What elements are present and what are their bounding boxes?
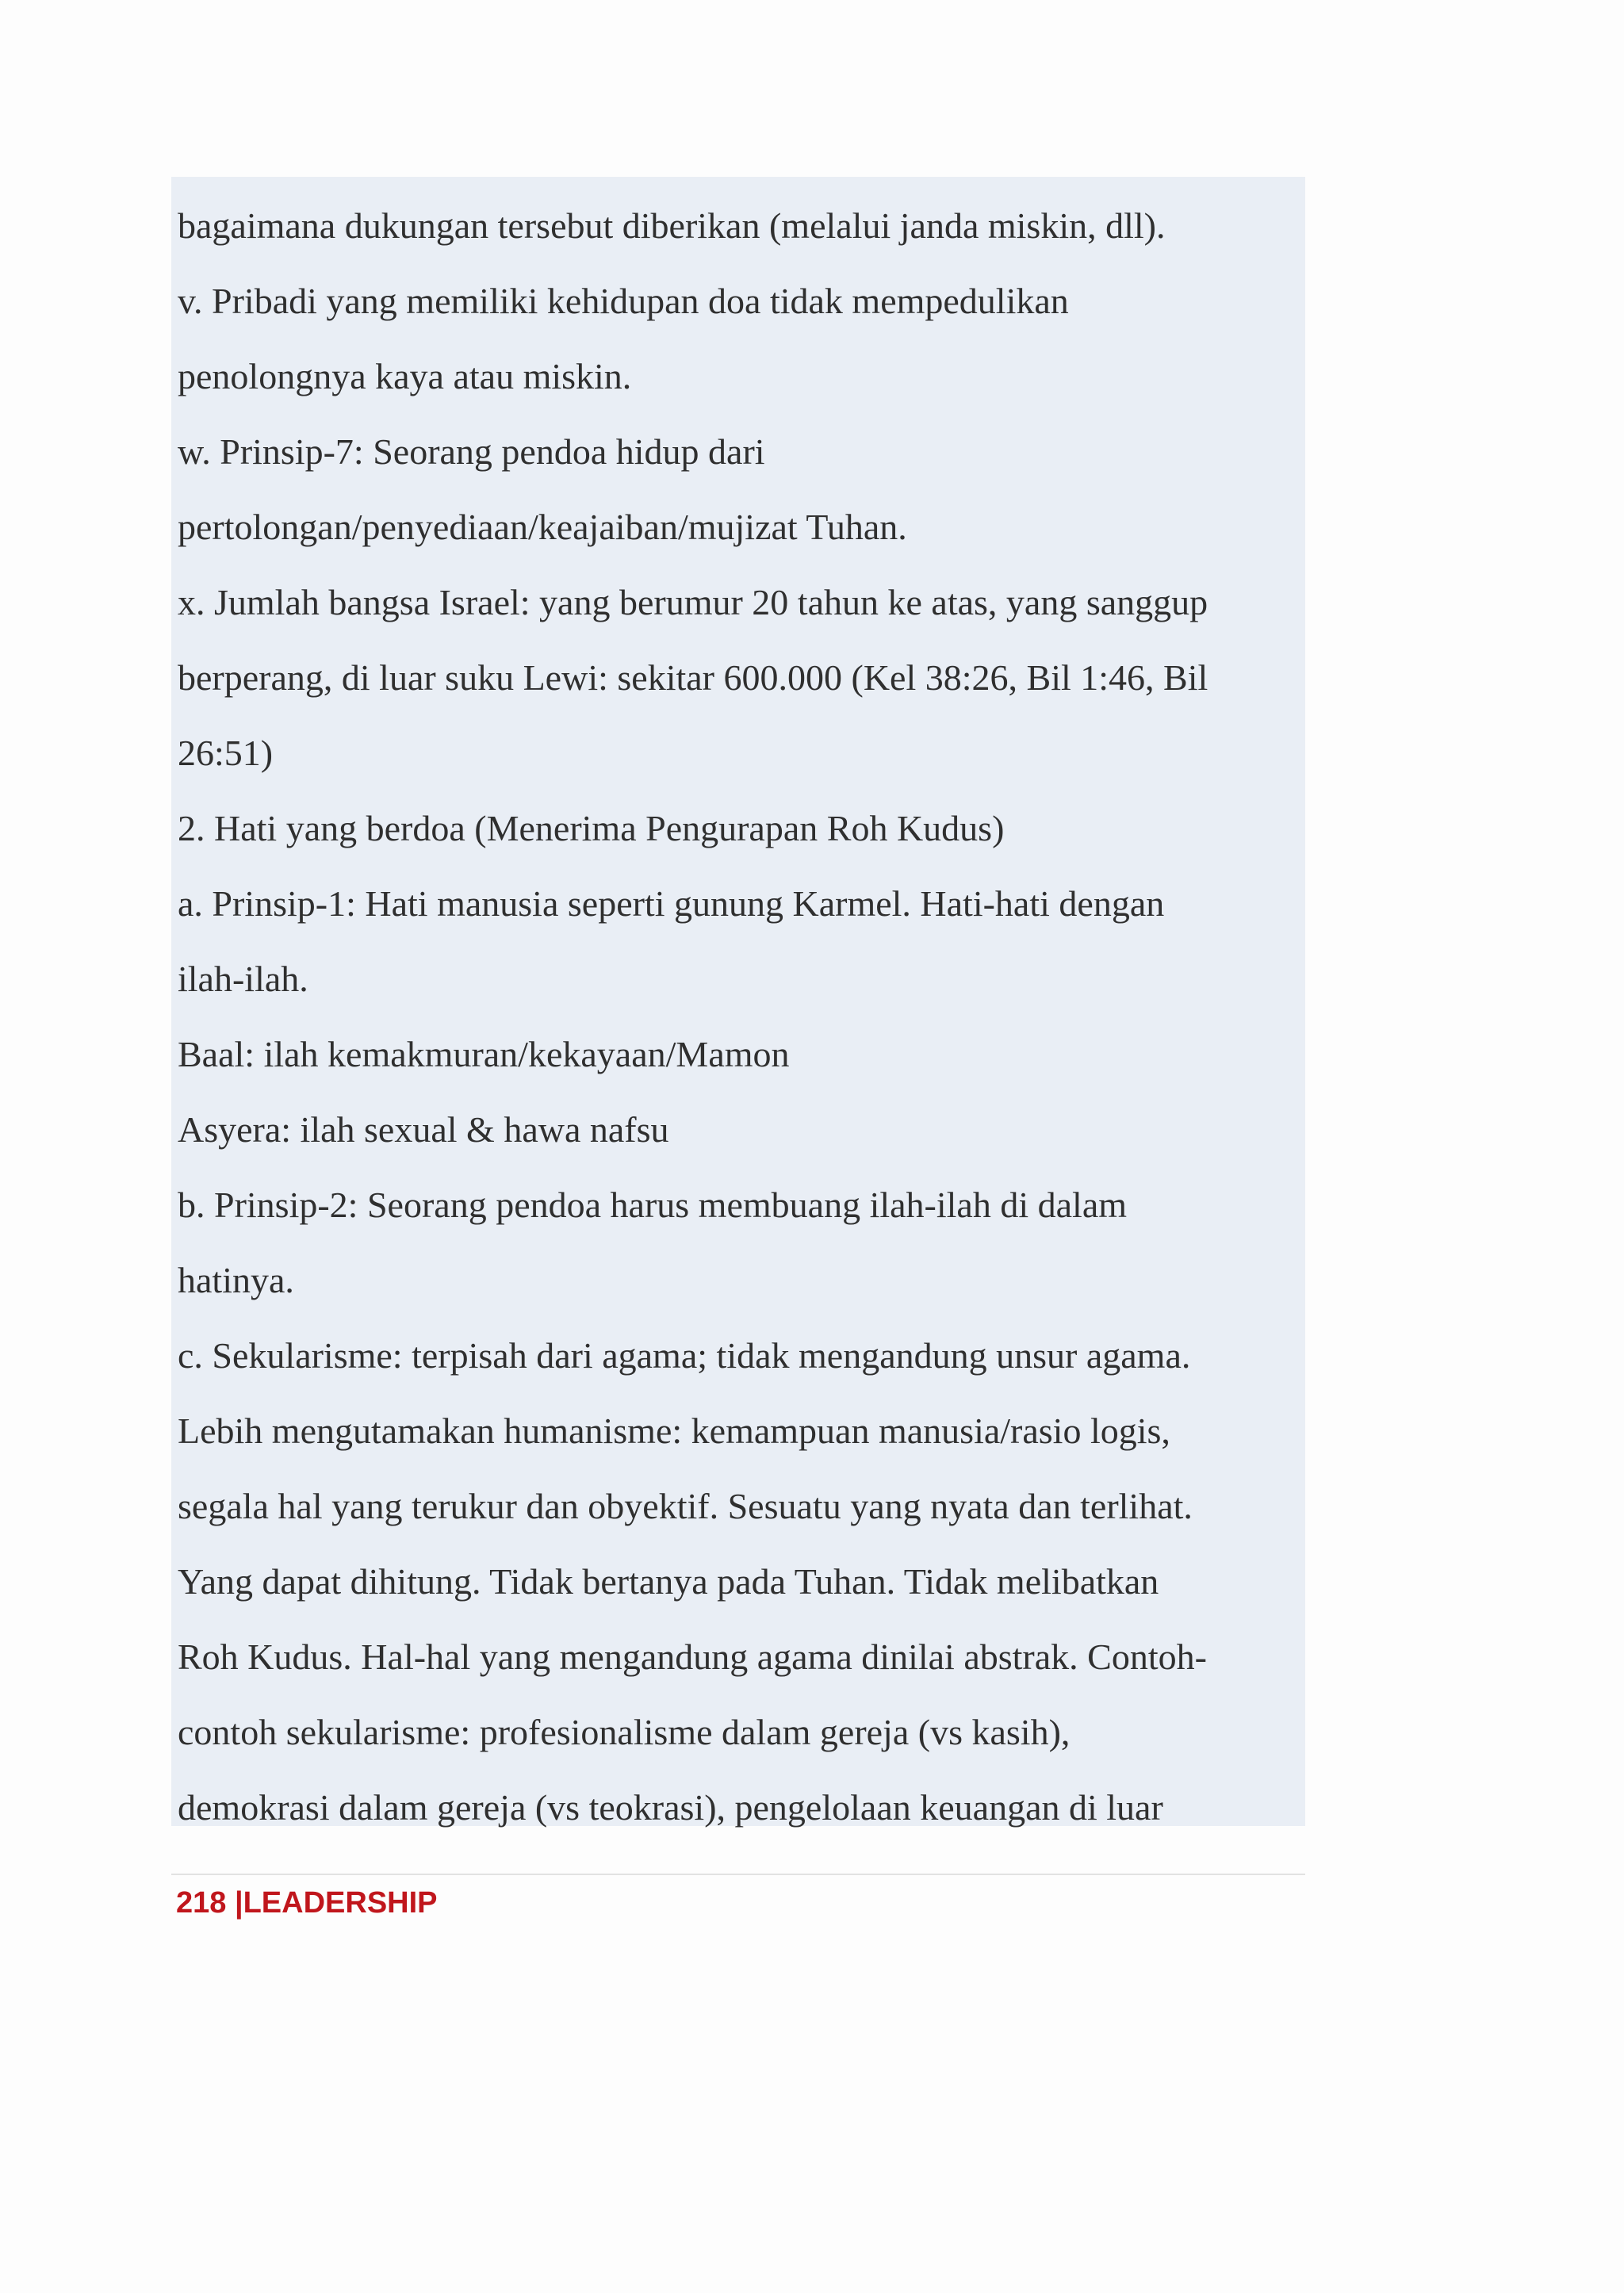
text-line: v. Pribadi yang memiliki kehidupan doa tidak mempedulikan: [178, 281, 1069, 321]
text-line: w. Prinsip-7: Seorang pendoa hidup dari: [178, 431, 765, 472]
text-line: x. Jumlah bangsa Israel: yang berumur 20 tahun ke atas, yang sanggup: [178, 582, 1208, 622]
text-line: berperang, di luar suku Lewi: sekitar 600.000 (Kel 38:26, Bil 1:46, Bil: [178, 657, 1208, 698]
text-line: Roh Kudus. Hal-hal yang mengandung agama dinilai abstrak. Contoh-: [178, 1636, 1207, 1677]
footer-divider: [171, 1874, 1305, 1875]
highlighted-text-block: [171, 177, 1305, 1826]
text-line: ilah-ilah.: [178, 959, 308, 999]
text-line: a. Prinsip-1: Hati manusia seperti gunung Karmel. Hati-hati dengan: [178, 883, 1165, 924]
text-line: Lebih mengutamakan humanisme: kemampuan manusia/rasio logis,: [178, 1411, 1170, 1451]
text-line: hatinya.: [178, 1260, 294, 1300]
text-line: 26:51): [178, 733, 274, 773]
text-line: contoh sekularisme: profesionalisme dalam gereja (vs kasih),: [178, 1712, 1071, 1752]
text-line: Baal: ilah kemakmuran/kekayaan/Mamon: [178, 1034, 790, 1074]
page-footer: 218 |LEADERSHIP: [176, 1886, 438, 1920]
text-line: penolongnya kaya atau miskin.: [178, 356, 632, 396]
text-line: Yang dapat dihitung. Tidak bertanya pada Tuhan. Tidak melibatkan: [178, 1561, 1159, 1602]
text-line: demokrasi dalam gereja (vs teokrasi), pengelolaan keuangan di luar: [178, 1787, 1163, 1828]
text-line: b. Prinsip-2: Seorang pendoa harus membuang ilah-ilah di dalam: [178, 1185, 1128, 1225]
text-line: Asyera: ilah sexual & hawa nafsu: [178, 1109, 669, 1150]
text-line: 2. Hati yang berdoa (Menerima Pengurapan Roh Kudus): [178, 808, 1005, 848]
text-line: bagaimana dukungan tersebut diberikan (melalui janda miskin, dll).: [178, 205, 1166, 246]
text-line: pertolongan/penyediaan/keajaiban/mujizat Tuhan.: [178, 507, 907, 547]
text-line: segala hal yang terukur dan obyektif. Sesuatu yang nyata dan terlihat.: [178, 1486, 1193, 1526]
text-line: c. Sekularisme: terpisah dari agama; tidak mengandung unsur agama.: [178, 1335, 1191, 1376]
